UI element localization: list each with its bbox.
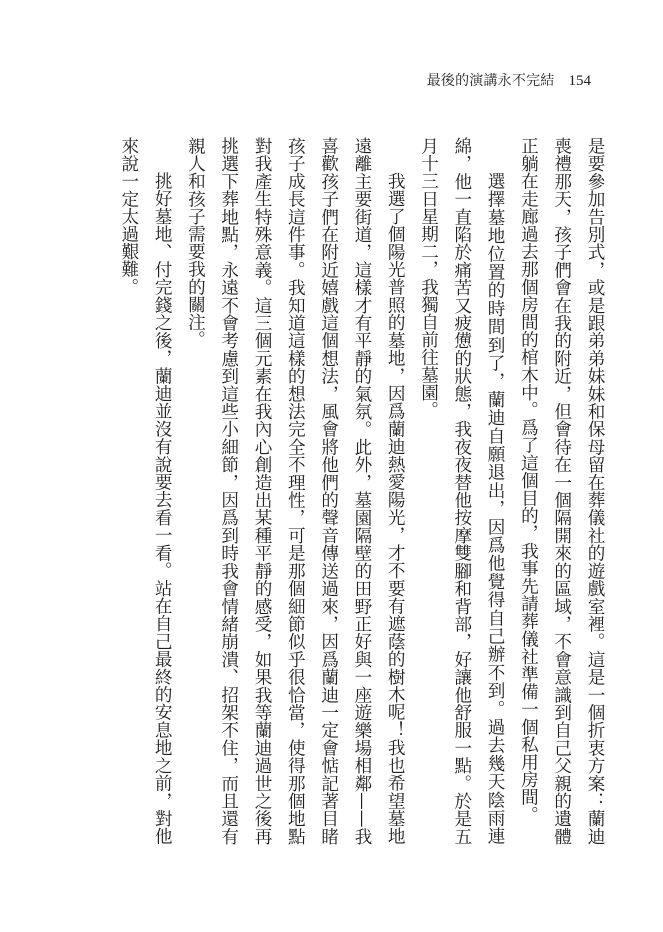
text-line: 我選了個陽光普照的墓地，因爲蘭迪熱愛陽光，才不要有遮蔭的樹木呢！我也希望墓地: [385, 172, 406, 845]
running-header: [427, 70, 591, 90]
text-line: 喪禮那天，孩子們會在我的附近，但會待在一個隔開來的區域，不會意識到自己父親的遺體: [551, 137, 572, 845]
text-line: 遠離主要街道，這樣才有平靜的氣氛。此外，墓園隔壁的田野正好與一座遊樂場相鄰——我: [351, 137, 372, 845]
paragraph-2: [411, 137, 511, 845]
paragraph-3: [178, 137, 411, 845]
text-line: 正躺在走廊過去那個房間的棺木中。爲了這個目的，我事先請葬儀社準備一個私用房間。: [518, 137, 539, 824]
text-line: 月十三日星期二，我獨自前往墓園。: [418, 137, 439, 419]
text-line: 孩子成長這件事。我知道這樣的想法完全不理性，可是那個細節似乎很恰當，使得那個地點: [285, 137, 306, 845]
text-line: 挑選下葬地點，永遠不會考慮到這些小細節，因爲到時我會情緒崩潰、招架不住，而且還有: [218, 137, 239, 845]
text-line: 喜歡孩子們在附近嬉戲這個想法，風會將他們的聲音傳送過來，因爲蘭迪一定會惦記著目睹: [318, 137, 339, 845]
body-text: [112, 137, 611, 845]
paragraph-1: [511, 137, 611, 845]
paragraph-4: [112, 137, 179, 845]
page-number: 154: [568, 73, 591, 89]
text-line: 綿，他一直陷於痛苦又疲憊的狀態，我夜夜替他按摩雙腳和背部，好讓他舒服一點。於是五: [451, 137, 472, 845]
text-line: 是要參加告別式，或是跟弟弟妹妹和保母留在葬儀社的遊戲室裡。這是一個折衷方案：蘭迪: [585, 137, 605, 845]
text-line: 來說一定太過艱難。: [118, 137, 139, 296]
text-line: 選擇墓地位置的時間到了，蘭迪自願退出，因爲他覺得自己辦不到。過去幾天陰雨連: [485, 172, 506, 845]
header-title: 最後的演講永不完結: [426, 73, 555, 89]
text-line: 親人和孩子需要我的關注。: [185, 137, 206, 349]
text-line: 挑好墓地、付完錢之後，蘭迪並沒有說要去看一看。站在自己最終的安息地之前，對他: [152, 172, 173, 845]
text-line: 對我產生特殊意義。這三個元素在我內心創造出某種平靜的感受，如果我等蘭迪過世之後再: [252, 137, 273, 845]
